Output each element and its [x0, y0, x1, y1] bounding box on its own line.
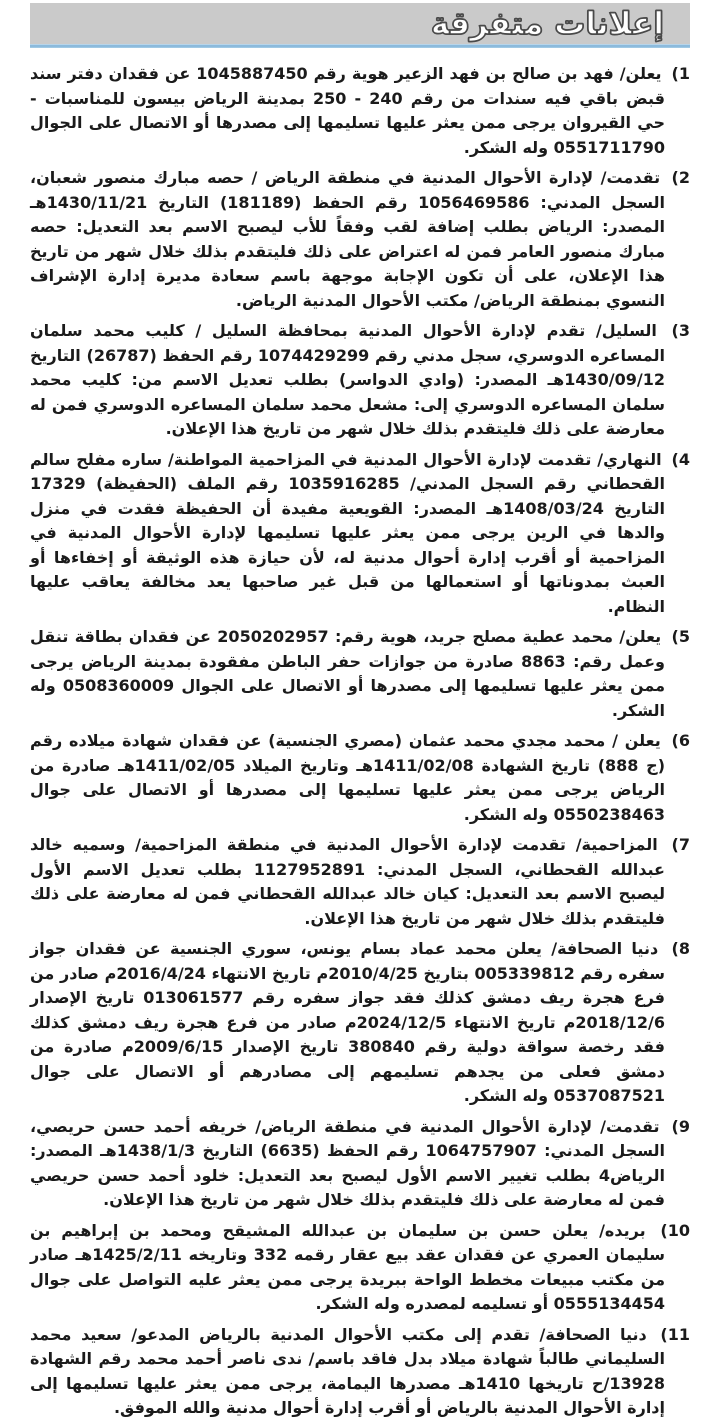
item-text: بريده/ يعلن حسن بن سليمان بن عبدالله المشيقح ومحمد بن إبراهيم بن سليمان العمري عن فقدان عقد بيع عقار رقمه 332 وتاريخه 1425/2/11هـ صادر من مكتب مبيعات مخطط الواحة ببريدة يرجى ممن يعثر عليه التواصل على جوال 0555134454 أو تسليمه لمصدره وله الشكر. — [30, 1220, 665, 1313]
announcement-item — [30, 729, 690, 827]
announcement-item — [30, 833, 690, 931]
item-text: دنيا الصحافة/ تقدم إلى مكتب الأحوال المدنية بالرياض المدعو/ سعيد محمد السليماني طالباً شهادة ميلاد بدل فاقد باسم/ ندى ناصر أحمد محمد رقم الشهادة 13928/ح تاريخها 1410هـ مصدرها اليمامة، يرجى ممن يعثر عليها تسليمها إلى إدارة الأحوال المدنية بالرياض أو أقرب إدارة أحوال مدنية والله الموفق. — [30, 1324, 666, 1417]
section-title: إعلانات متفرقة — [430, 5, 664, 42]
item-number: 2) — [664, 168, 690, 187]
announcement-item — [30, 1219, 690, 1317]
section-header-bar — [30, 3, 690, 44]
item-number: 10) — [649, 1220, 690, 1240]
announcement-item — [30, 448, 690, 620]
item-text: تقدمت/ لإدارة الأحوال المدنية في منطقة الرياض/ خريفه أحمد حسن حريصي، السجل المدني: 1064757907 رقم الحفظ (6635) التاريخ 1438/1/3هـ المصدر: الرياض4 بطلب تغيير الاسم الأول ليصبح بعد التعديل: خلود أحمد حسن حريصي فمن له معارضة على ذلك فليتقدم بذلك خلال شهر من تاريخ هذا الإعلان. — [30, 1116, 666, 1209]
item-number: 4) — [665, 449, 690, 469]
item-text: يعلن/ محمد عطية مصلح جريد، هوية رقم: 2050202957 عن فقدان بطاقة تنقل وعمل رقم: 8863 صادرة من جوازات حفر الباطن مفقودة بمدينة الرياض يرجى ممن يعثر عليها تسليمها إلى مصدرها أو الاتصال على الجوال 0508360009 وله الشكر. — [30, 627, 666, 720]
item-text: المزاحمية/ تقدمت لإدارة الأحوال المدنية في منطقة المزاحمية/ وسميه خالد عبدالله القحطاني، السجل المدني: 1127952891 بطلب تعديل الاسم الأول ليصبح الاسم بعد التعديل: كيان خالد عبدالله القحطاني فمن له معارضة على ذلك فليتقدم بذلك خلال شهر من تاريخ هذا الإعلان. — [30, 835, 665, 928]
announcement-item — [30, 166, 690, 313]
announcement-item — [30, 1323, 690, 1421]
header-underline — [30, 44, 690, 48]
item-number: 6) — [664, 731, 690, 750]
announcement-item — [30, 319, 690, 442]
announcement-item — [30, 937, 690, 1109]
item-number: 3) — [660, 321, 690, 340]
newspaper-classifieds-page — [0, 3, 702, 1417]
item-number: 1) — [665, 64, 690, 83]
announcement-item — [30, 62, 690, 160]
item-number: 8) — [662, 939, 690, 958]
item-number: 9) — [663, 1116, 690, 1136]
announcement-item — [30, 1115, 690, 1213]
item-text: يعلن / محمد مجدي محمد عثمان (مصري الجنسية) عن فقدان شهادة ميلاده رقم (ج 888) تاريخ الشهادة 1411/02/08هـ وتاريخ الميلاد 1411/02/05هـ صادرة من الرياض يرجى ممن يعثر عليها تسليمها إلى مصدرها أو الاتصال على جوال 0550238463 وله الشكر. — [30, 731, 666, 824]
item-text: دنيا الصحافة/ يعلن محمد عماد بسام يونس، سوري الجنسية عن فقدان جواز سفره رقم 005339812 بتاريخ 2010/4/25م تاريخ الانتهاء 2016/4/24م صادر من فرع هجرة ريف دمشق كذلك فقد جواز سفره رقم 013061577 تاريخ الإصدار 2018/12/6م تاريخ الانتهاء 2024/12/5م صادر من فرع هجرة ريف دمشق كذلك فقد رخصة سواقة دولية رقم 380840 تاريخ الإصدار 2009/6/15م صادرة من دمشق فعلى من يجدهم تسليمهم إلى مصادرهم أو الاتصال على جوال 0537087521 وله الشكر. — [30, 939, 666, 1105]
item-text: السليل/ تقدم لإدارة الأحوال المدنية بمحافظة السليل / كليب محمد سلمان المساعره الدوسري، سجل مدني رقم 1074429299 رقم الحفظ (26787) التاريخ 1430/09/12هـ المصدر: (وادي الدواسر) بطلب تعديل الاسم من: كليب محمد سلمان المساعره الدوسري إلى: مشعل محمد سلمان المساعره الدوسري فمن له معارضة على ذلك فليتقدم بذلك خلال شهر من تاريخ هذا الإعلان. — [30, 321, 665, 438]
item-text: النهاري/ تقدمت لإدارة الأحوال المدنية في المزاحمية المواطنة/ ساره مفلح سالم القحطاني رقم السجل المدني/ 1035916285 رقم الملف (الحفيظة) 17329 التاريخ 1408/03/24هـ المصدر: القويعية مفيدة أن الحفيظة فقدت في منزل والدها في الرين يرجى ممن يعثر عليها تسليمها لإدارة الأحوال المدنية في المزاحمية أو أقرب إدارة أحوال مدنية له، لأن حيازة هذه الوثيقة أو إخفاءها أو العبث بمدوناتها أو استعمالها من قبل غير صاحبها يعد مخالفة يعاقب عليها النظام. — [30, 449, 665, 616]
item-number: 7) — [661, 835, 691, 854]
announcement-item — [30, 625, 690, 723]
item-text: تقدمت/ لإدارة الأحوال المدنية في منطقة الرياض / حصه مبارك منصور شعبان، السجل المدني: 1056469586 رقم الحفظ (181189) التاريخ 1430/11/21هـ المصدر: الرياض بطلب إضافة لقب وفقاً للأب ليصبح الاسم بعد التعديل: حصه مبارك منصور العامر فمن له اعتراض على ذلك فليتقدم بذلك خلال شهر من تاريخ هذا الإعلان، على أن تكون الإجابة موجهة باسم سعادة مديرة إدارة الإشراف النسوي بمنطقة الرياض/ مكتب الأحوال المدنية الرياض. — [30, 168, 666, 310]
item-text: يعلن/ فهد بن صالح بن فهد الزعير هوية رقم 1045887450 عن فقدان دفتر سند قبض باقي فيه سندات من رقم 240 - 250 بمدينة الرياض بيسون للمناسبات - حي القيروان يرجى ممن يعثر عليها تسليمها إلى مصدرها أو الاتصال على الجوال 0551711790 وله الشكر. — [30, 64, 665, 157]
announcements-list — [30, 62, 690, 1421]
item-number: 11) — [650, 1324, 691, 1344]
item-number: 5) — [665, 627, 690, 646]
